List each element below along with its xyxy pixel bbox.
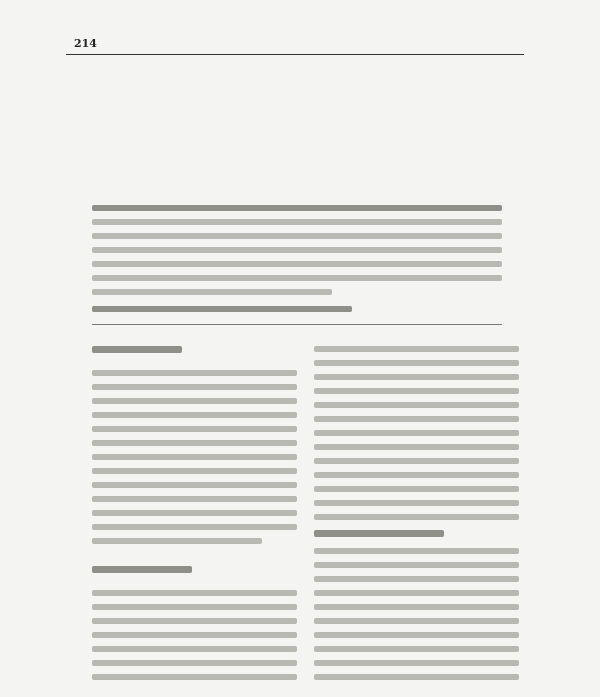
body-line [314,346,519,352]
abstract-line [92,205,502,211]
body-line [314,388,519,394]
abstract-line [92,261,502,267]
abstract-line [92,289,332,295]
body-line [314,618,519,624]
body-line [314,576,519,582]
section-heading [92,346,182,353]
body-line [314,360,519,366]
body-line [314,486,519,492]
body-line [314,402,519,408]
body-line [92,384,297,390]
body-line [92,482,297,488]
body-line [92,618,297,624]
body-line [92,524,297,530]
abstract-line [92,247,502,253]
body-line [92,674,297,680]
body-line [314,430,519,436]
body-line [314,514,519,520]
body-line [314,646,519,652]
abstract-line [92,233,502,239]
body-line [92,632,297,638]
abstract-line [92,275,502,281]
body-line [314,604,519,610]
abstract-rule [92,324,502,325]
body-line [92,468,297,474]
header-rule [66,54,524,55]
abstract-line [92,219,502,225]
body-line [314,500,519,506]
body-line [314,562,519,568]
body-line [92,454,297,460]
body-line [92,510,297,516]
body-line [314,416,519,422]
body-line [92,646,297,652]
body-line [314,660,519,666]
body-line [92,440,297,446]
body-line [314,444,519,450]
body-line [92,604,297,610]
keywords-line [92,306,352,312]
body-line [92,496,297,502]
subsection-heading [314,530,444,537]
body-line [92,590,297,596]
section-heading [92,566,192,573]
body-line [314,458,519,464]
body-line [92,538,262,544]
body-line [92,660,297,666]
body-line [314,374,519,380]
body-line [314,472,519,478]
body-line [314,674,519,680]
body-line [92,412,297,418]
body-line [92,398,297,404]
body-line [314,632,519,638]
body-line [314,590,519,596]
body-line [92,370,297,376]
page-number: 214 [74,37,97,50]
body-line [314,548,519,554]
body-line [92,426,297,432]
